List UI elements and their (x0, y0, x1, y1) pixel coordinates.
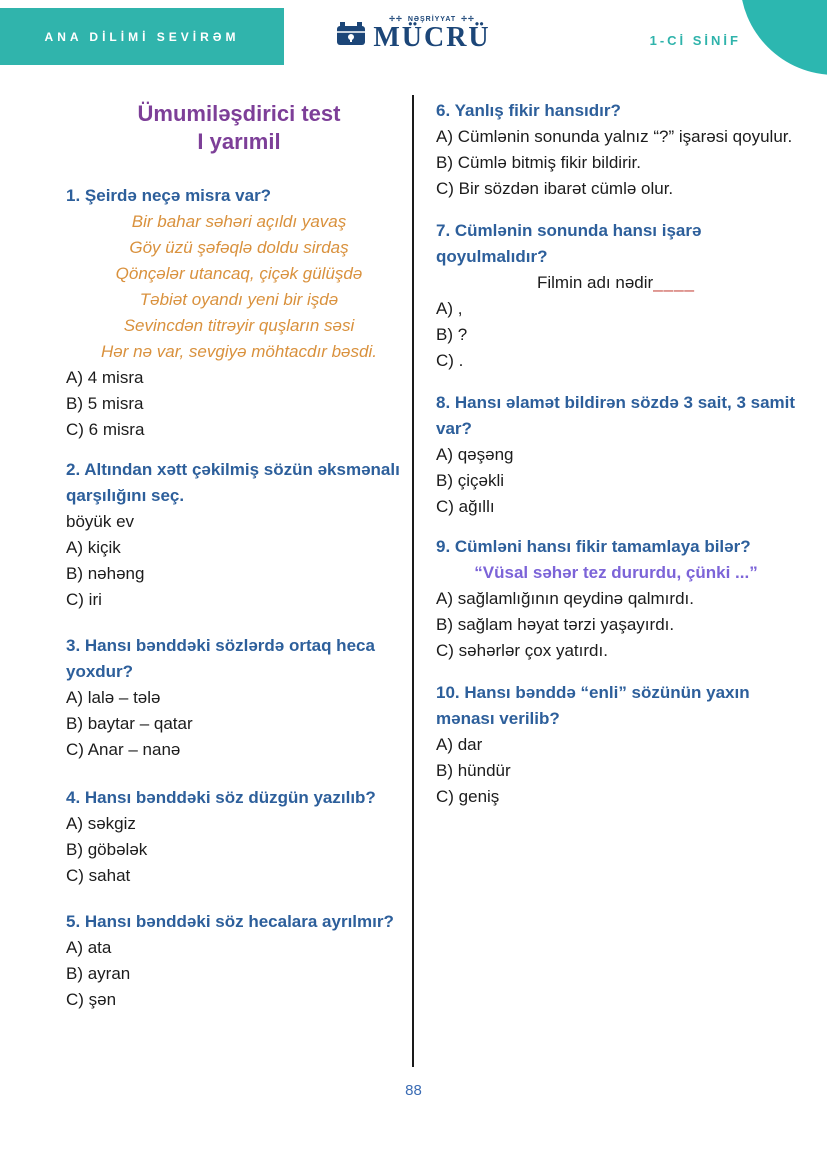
question-1 (66, 183, 412, 443)
question-7-option-b: B) ? (436, 325, 468, 344)
question-4-option-a: A) səkgiz (66, 814, 136, 833)
question-8 (436, 390, 796, 520)
question-3-heading: 3. Hansı bənddəki sözlərdə ortaq heca yoxdur? (66, 636, 375, 681)
column-divider (412, 95, 414, 1067)
question-6-heading: 6. Yanlış fikir hansıdır? (436, 101, 621, 120)
grade-label: 1-Cİ SİNİF (649, 33, 741, 48)
question-8-heading: 8. Hansı əlamət bildirən sözdə 3 sait, 3 samit var? (436, 393, 796, 438)
left-column (66, 100, 412, 1028)
question-3 (66, 633, 412, 763)
poem-line: Qönçələr utancaq, çiçək gülüşdə (115, 264, 363, 283)
question-2-option-b: B) nəhəng (66, 564, 145, 583)
question-9-option-b: B) sağlam həyat tərzi yaşayırdı. (436, 615, 675, 634)
banner-label: ANA DİLİMİ SEVİRƏM (44, 29, 240, 44)
logo-wordmark: MÜCRÜ (373, 22, 491, 53)
question-7-option-c: C) . (436, 351, 464, 370)
question-3-option-a: A) lalə – tələ (66, 688, 161, 707)
question-8-option-a: A) qəşəng (436, 445, 514, 464)
question-2-option-c: C) iri (66, 590, 102, 609)
question-7-stimulus-text: Filmin adı nədir (536, 273, 654, 292)
question-1-option-c: C) 6 misra (66, 420, 145, 439)
poem-line: Sevincdən titrəyir quşların səsi (123, 316, 355, 335)
question-10-option-c: C) geniş (436, 787, 500, 806)
question-2 (66, 457, 412, 613)
question-1-option-b: B) 5 misra (66, 394, 144, 413)
question-4 (66, 785, 412, 889)
logo-ornament-right-icon: ✢✢ (461, 16, 475, 23)
chest-icon (336, 22, 366, 46)
question-8-option-c: C) ağıllı (436, 497, 495, 516)
right-column (436, 98, 796, 825)
page-number: 88 (405, 1082, 422, 1099)
question-10-option-a: A) dar (436, 735, 483, 754)
question-10-option-b: B) hündür (436, 761, 511, 780)
question-7-option-a: A) , (436, 299, 463, 318)
question-10-heading: 10. Hansı bənddə “enli” sözünün yaxın mənası verilib? (436, 683, 750, 728)
question-9-option-a: A) sağlamlığının qeydinə qalmırdı. (436, 589, 694, 608)
page-title-line2: I yarımil (197, 129, 281, 154)
question-9-quote: “Vüsal səhər tez dururdu, çünki ...” (474, 563, 758, 582)
question-7-stimulus (436, 270, 796, 296)
question-4-option-b: B) göbələk (66, 840, 148, 859)
question-3-option-c: C) Anar – nanə (66, 740, 181, 759)
question-4-option-c: C) sahat (66, 866, 131, 885)
question-2-stimulus: böyük ev (66, 512, 135, 531)
question-5 (66, 909, 412, 1013)
question-3-option-b: B) baytar – qatar (66, 714, 193, 733)
question-7 (436, 218, 796, 374)
question-6 (436, 98, 796, 202)
answer-blank: ____ (653, 273, 696, 292)
logo-ornament-left-icon: ✢✢ (389, 16, 403, 23)
question-9 (436, 534, 796, 664)
poem-line: Bir bahar səhəri açıldı yavaş (131, 212, 347, 231)
question-2-option-a: A) kiçik (66, 538, 121, 557)
question-6-option-c: C) Bir sözdən ibarət cümlə olur. (436, 179, 674, 198)
question-9-heading: 9. Cümləni hansı fikir tamamlaya bilər? (436, 537, 751, 556)
question-1-poem (66, 209, 412, 365)
page-title (66, 100, 412, 156)
question-1-option-a: A) 4 misra (66, 368, 144, 387)
question-6-option-a: A) Cümlənin sonunda yalnız “?” işarəsi qoyulur. (436, 127, 793, 146)
question-5-option-b: B) ayran (66, 964, 131, 983)
question-10 (436, 680, 796, 810)
logo-top-text: NƏŞRİYYAT (407, 16, 457, 23)
question-5-heading: 5. Hansı bənddəki söz hecalara ayrılmır? (66, 912, 394, 931)
poem-line: Təbiət oyandı yeni bir işdə (139, 290, 339, 309)
page-title-line1: Ümumiləşdirici test (137, 101, 341, 126)
question-8-option-b: B) çiçəkli (436, 471, 505, 490)
poem-line: Hər nə var, sevgiyə möhtacdır bəsdi. (101, 342, 377, 361)
question-7-heading: 7. Cümlənin sonunda hansı işarə qoyulmalıdır? (436, 221, 702, 266)
question-9-option-c: C) səhərlər çox yatırdı. (436, 641, 608, 660)
logo-text (373, 16, 490, 52)
poem-line: Göy üzü şəfəqlə doldu sirdaş (129, 238, 349, 257)
question-4-heading: 4. Hansı bənddəki söz düzgün yazılıb? (66, 788, 376, 807)
question-5-option-c: C) şən (66, 990, 117, 1009)
question-1-heading: 1. Şeirdə neçə misra var? (66, 186, 272, 205)
question-6-option-b: B) Cümlə bitmiş fikir bildirir. (436, 153, 641, 172)
question-5-option-a: A) ata (66, 938, 112, 957)
question-2-heading: 2. Altından xətt çəkilmiş sözün əksmənalı qarşılığını seç. (66, 460, 400, 505)
